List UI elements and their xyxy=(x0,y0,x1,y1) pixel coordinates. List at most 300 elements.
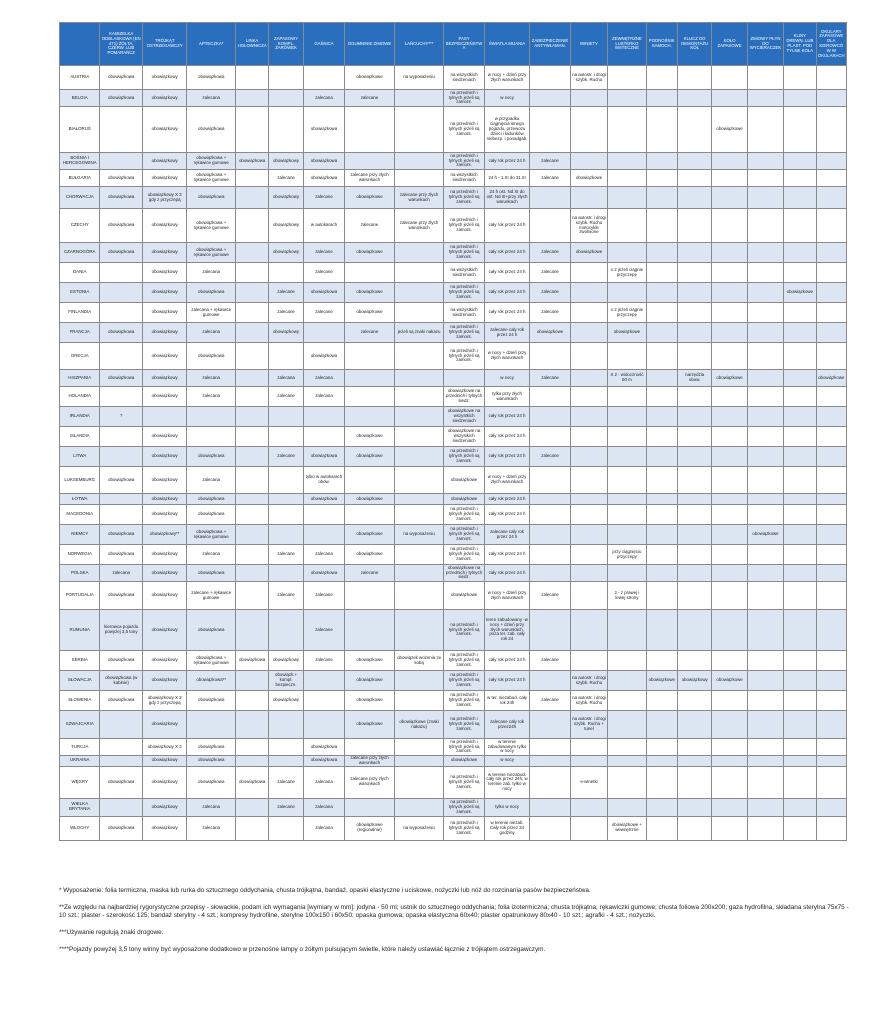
table-cell xyxy=(712,447,747,467)
table-cell: obowiązkowa** xyxy=(187,671,236,691)
table-cell: na przednich i tylnych jeżeli są zamont. xyxy=(444,739,484,756)
table-cell xyxy=(394,582,444,610)
table-cell xyxy=(235,447,268,467)
table-cell xyxy=(784,739,816,756)
table-cell xyxy=(816,387,846,407)
table-cell xyxy=(100,739,142,756)
table-cell: obowiązkowy xyxy=(142,545,187,565)
table-cell xyxy=(235,107,268,153)
country-cell: ŁOTWA xyxy=(60,494,100,505)
table-cell: jeżeli są znaki nakazu xyxy=(394,323,444,343)
table-row xyxy=(60,153,847,170)
table-cell: obowiązk.+ kompl. bezpieczn. xyxy=(269,671,303,691)
table-cell: zalecana xyxy=(303,545,344,565)
table-cell xyxy=(235,387,268,407)
country-cell: RUMUNIA xyxy=(60,610,100,651)
table-cell xyxy=(646,816,677,840)
table-cell xyxy=(530,610,570,651)
table-cell xyxy=(235,610,268,651)
table-cell: obowiązkowa xyxy=(187,691,236,711)
table-cell xyxy=(608,90,646,107)
table-cell: obowiązkowe (regionalnie) xyxy=(345,816,395,840)
table-cell xyxy=(570,494,607,505)
table-cell: zalecane xyxy=(530,582,570,610)
table-cell: w nocy xyxy=(484,370,530,387)
country-cell: HISZPANIA xyxy=(60,370,100,387)
table-cell xyxy=(712,323,747,343)
table-cell: zalecane xyxy=(345,90,395,107)
table-cell xyxy=(747,263,783,283)
table-cell xyxy=(646,545,677,565)
table-cell: obowiązkowa xyxy=(187,610,236,651)
table-cell xyxy=(608,525,646,545)
table-cell xyxy=(570,467,607,494)
country-cell: SZWAJCARIA xyxy=(60,711,100,739)
table-cell: obowiązkowe xyxy=(444,756,484,767)
table-cell: obowiązkowy xyxy=(142,505,187,525)
table-cell xyxy=(570,263,607,283)
table-cell: na przednich i tylnych jeżeli są zamont. xyxy=(444,187,484,209)
table-cell xyxy=(303,427,344,447)
table-cell xyxy=(235,303,268,323)
table-cell: obowiązkowa xyxy=(100,582,142,610)
table-cell xyxy=(677,209,711,243)
country-cell: SŁOWACJA xyxy=(60,671,100,691)
table-cell xyxy=(646,387,677,407)
table-cell xyxy=(784,343,816,370)
table-cell xyxy=(345,107,395,153)
table-cell xyxy=(646,505,677,525)
table-cell: X 2 - widoczność 50 m xyxy=(608,370,646,387)
table-cell: na wszystkich siedzeniach xyxy=(444,303,484,323)
table-cell xyxy=(646,766,677,798)
table-cell xyxy=(187,427,236,447)
table-cell xyxy=(608,691,646,711)
table-cell xyxy=(269,816,303,840)
table-cell xyxy=(747,323,783,343)
table-cell: zalecane xyxy=(530,370,570,387)
table-cell xyxy=(784,651,816,671)
table-cell xyxy=(816,691,846,711)
table-cell: obowiązkowe xyxy=(747,525,783,545)
table-row xyxy=(60,107,847,153)
table-row xyxy=(60,407,847,427)
table-cell xyxy=(784,671,816,691)
table-cell xyxy=(816,407,846,427)
table-cell xyxy=(100,107,142,153)
table-cell xyxy=(677,153,711,170)
table-cell: zalecane xyxy=(269,387,303,407)
table-cell xyxy=(646,582,677,610)
table-cell xyxy=(816,187,846,209)
table-cell xyxy=(530,816,570,840)
table-cell: obowiązkowa xyxy=(303,739,344,756)
table-cell xyxy=(747,90,783,107)
table-cell: obowiązkowa xyxy=(187,283,236,303)
table-cell xyxy=(747,494,783,505)
table-cell xyxy=(530,427,570,447)
table-row xyxy=(60,525,847,545)
requirements-table xyxy=(59,22,847,841)
table-cell: zalecane przy złych warunkach xyxy=(394,209,444,243)
table-cell xyxy=(570,505,607,525)
column-header: OKULARY ZAPASOWE DLA KIEROWCÓW W OKULARACH xyxy=(816,23,846,66)
table-row xyxy=(60,303,847,323)
table-cell xyxy=(712,407,747,427)
table-cell: obowiązkowy xyxy=(142,610,187,651)
table-cell xyxy=(747,467,783,494)
table-cell: obowiązkowa xyxy=(100,323,142,343)
footnotes xyxy=(59,887,849,962)
table-cell: na przednich i tylnych jeżeli są zamont. xyxy=(444,798,484,816)
table-cell xyxy=(394,170,444,187)
table-cell xyxy=(570,582,607,610)
table-cell: na przednich i tylnych jeżeli są zamont. xyxy=(444,90,484,107)
table-cell xyxy=(100,343,142,370)
table-cell xyxy=(530,756,570,767)
table-cell xyxy=(235,798,268,816)
table-cell xyxy=(677,303,711,323)
table-cell xyxy=(608,739,646,756)
table-cell: zalecane cały rok przez24h xyxy=(484,711,530,739)
footnote-2: **Ze względu na najbardziej rygorystyczne przepisy - słowackie, podam ich wymagania [wymiary w mm]: jodyna - 50 ml; ustnik do sztucznego oddychania; folia izotermiczna; chusta trójkątna; rękawiczki gumowe; chusta foliowa 200x200; gaza hydrofilna, składana sterylna 75x75 - 10 szt.; plaster - szerokość 125; bandaż sterylny - 4 szt.; kompresy hydrofilne, sterylne 100x150 i 60x50; opaska gumowa; opaska elastyczna 60x40; plaster opatrunkowy 80x40 - 10 szt.; agrafki - 4 szt.; nożyczki. xyxy=(59,903,849,920)
table-cell: obowiązkowa xyxy=(100,170,142,187)
table-row xyxy=(60,798,847,816)
table-cell xyxy=(235,505,268,525)
table-cell xyxy=(747,756,783,767)
table-cell xyxy=(570,565,607,582)
table-cell: obowiązkowa xyxy=(303,283,344,303)
table-cell xyxy=(747,209,783,243)
column-header: PODNOŚNIK SAMOCH. xyxy=(646,23,677,66)
country-cell: FINLANDIA xyxy=(60,303,100,323)
table-cell: 24 h - 1.XI do 31.III xyxy=(484,170,530,187)
table-cell xyxy=(646,170,677,187)
table-cell xyxy=(303,323,344,343)
table-cell: zalecana xyxy=(187,90,236,107)
table-cell: obowiązkowy xyxy=(142,798,187,816)
table-cell xyxy=(784,816,816,840)
table-header-row xyxy=(60,23,847,66)
table-cell: obowiązkowa + rękawice gumowe xyxy=(187,170,236,187)
table-cell xyxy=(530,798,570,816)
table-cell: na przednich i tylnych jeżeli są zamont. xyxy=(444,343,484,370)
table-cell xyxy=(608,283,646,303)
table-cell: zalecana xyxy=(187,798,236,816)
table-cell xyxy=(142,407,187,427)
table-cell: tylko przy złych warunkach xyxy=(484,387,530,407)
table-cell xyxy=(712,303,747,323)
table-cell: obowiązkowy xyxy=(142,467,187,494)
table-cell: obowiązkowy xyxy=(142,816,187,840)
table-cell xyxy=(100,303,142,323)
table-cell xyxy=(677,387,711,407)
table-cell: zalecane xyxy=(269,447,303,467)
table-cell xyxy=(712,243,747,263)
table-cell: zalecane xyxy=(530,243,570,263)
table-cell: obowiązkowa xyxy=(187,494,236,505)
table-row xyxy=(60,323,847,343)
table-cell xyxy=(303,691,344,711)
country-cell: POLSKA xyxy=(60,565,100,582)
table-cell xyxy=(394,243,444,263)
table-cell: w nocy + dzień przy złych warunkach xyxy=(484,343,530,370)
table-cell xyxy=(570,798,607,816)
table-cell xyxy=(444,370,484,387)
table-cell xyxy=(712,263,747,283)
table-row xyxy=(60,447,847,467)
table-cell: obowiązkowy xyxy=(142,447,187,467)
table-cell xyxy=(747,651,783,671)
table-cell: obowiązkowa xyxy=(100,370,142,387)
table-cell: obowiązkowe xyxy=(345,243,395,263)
table-cell xyxy=(646,407,677,427)
country-cell: CZARNOGÓRA xyxy=(60,243,100,263)
table-cell xyxy=(784,494,816,505)
table-cell xyxy=(712,565,747,582)
table-cell xyxy=(747,243,783,263)
table-cell: obowiązkowe xyxy=(345,303,395,323)
table-cell: obowiązkowa xyxy=(187,107,236,153)
table-cell: obowiązkowa xyxy=(100,209,142,243)
country-cell: DANIA xyxy=(60,263,100,283)
table-cell xyxy=(608,766,646,798)
table-cell: przy ciągnięciu przyczepy xyxy=(608,545,646,565)
table-cell xyxy=(394,153,444,170)
table-cell: obowiązkowe xyxy=(444,582,484,610)
table-cell xyxy=(570,816,607,840)
table-cell: zalecane xyxy=(530,651,570,671)
column-header: PASY BEZPIECZEŃSTWA xyxy=(444,23,484,66)
table-cell xyxy=(530,739,570,756)
table-cell xyxy=(712,610,747,651)
table-cell xyxy=(235,283,268,303)
table-row xyxy=(60,582,847,610)
table-cell: obowiązkowe xyxy=(570,170,607,187)
table-row xyxy=(60,756,847,767)
table-cell: zalecana xyxy=(187,263,236,283)
table-cell: obowiązkowe na przednich i tylnych siedz. xyxy=(444,387,484,407)
table-cell xyxy=(100,427,142,447)
table-cell xyxy=(100,711,142,739)
table-cell xyxy=(608,671,646,691)
table-cell: zalecane xyxy=(303,187,344,209)
table-cell xyxy=(235,209,268,243)
table-cell: obowiązkowe xyxy=(345,711,395,739)
table-cell xyxy=(345,387,395,407)
table-cell xyxy=(345,610,395,651)
table-cell xyxy=(784,303,816,323)
table-cell xyxy=(608,711,646,739)
table-cell xyxy=(608,407,646,427)
table-cell xyxy=(235,427,268,447)
table-cell: obowiązkowy X 2 gdy z przyczepą xyxy=(142,691,187,711)
table-cell xyxy=(570,387,607,407)
table-cell: obowiązkowe xyxy=(712,370,747,387)
table-cell: na przednich i tylnych jeżeli są zamont. xyxy=(444,153,484,170)
table-cell xyxy=(530,107,570,153)
table-cell xyxy=(677,323,711,343)
table-cell: cały rok przez 24 h xyxy=(484,651,530,671)
table-cell: obowiązkowy X 2 gdy z przyczepą xyxy=(142,187,187,209)
table-cell xyxy=(784,505,816,525)
table-cell xyxy=(646,798,677,816)
table-cell: x 2 jeżeli ciągnie przyczepę xyxy=(608,303,646,323)
table-cell: obowiązkowe xyxy=(345,283,395,303)
table-cell xyxy=(816,816,846,840)
table-cell xyxy=(646,209,677,243)
table-cell xyxy=(816,303,846,323)
table-cell xyxy=(677,343,711,370)
table-cell xyxy=(530,187,570,209)
country-cell: NORWEGIA xyxy=(60,545,100,565)
table-cell: obowiązkowe xyxy=(345,525,395,545)
country-cell: CZECHY xyxy=(60,209,100,243)
table-cell xyxy=(530,467,570,494)
table-cell xyxy=(646,525,677,545)
table-cell xyxy=(303,711,344,739)
table-cell: obowiązkowy xyxy=(142,243,187,263)
table-cell xyxy=(747,187,783,209)
table-cell xyxy=(747,303,783,323)
footnote-1: * Wyposażenie: folia termiczna, maska lub rurka do sztucznego oddychania, chusta trójkątna, bandaż, opaski elastyczne i uciskowe, nożyczki lub nóż do rozcinania pasów bezpieczeństwa. xyxy=(59,887,591,894)
table-cell xyxy=(677,243,711,263)
column-header: ZIMOWY PŁYN DO WYCIERACZEK xyxy=(747,23,783,66)
table-cell xyxy=(269,407,303,427)
table-cell xyxy=(394,90,444,107)
column-header: ZAPASOWY KOMPL. ŻARÓWEK xyxy=(269,23,303,66)
table-cell xyxy=(570,370,607,387)
table-cell xyxy=(646,610,677,651)
table-cell xyxy=(816,494,846,505)
table-cell: zalecane xyxy=(530,283,570,303)
table-cell xyxy=(816,766,846,798)
table-row xyxy=(60,651,847,671)
table-cell: ? xyxy=(100,407,142,427)
table-cell: obowiązkowy xyxy=(677,671,711,691)
table-cell xyxy=(394,370,444,387)
table-cell: obowiązkowy xyxy=(142,170,187,187)
table-cell xyxy=(235,525,268,545)
table-cell: obowiązkowe + wewnętrzne xyxy=(608,816,646,840)
table-cell xyxy=(646,494,677,505)
table-cell: obowiązkowa + rękawice gumowe xyxy=(187,651,236,671)
table-cell: zalecana xyxy=(187,323,236,343)
table-cell: zalecana + rękawice gumowe xyxy=(187,303,236,323)
table-cell xyxy=(303,505,344,525)
table-cell: obowiązkowa xyxy=(100,766,142,798)
table-cell: w ter. niezabud. cały rok 24h xyxy=(484,691,530,711)
table-cell: zalecane przy złych warunkach xyxy=(345,766,395,798)
table-cell: na przednich i tylnych jeżeli są zamont. xyxy=(444,323,484,343)
table-cell xyxy=(784,766,816,798)
table-cell xyxy=(677,66,711,90)
table-cell xyxy=(394,283,444,303)
table-cell xyxy=(747,153,783,170)
table-cell xyxy=(784,153,816,170)
table-cell: narzędzia obow. xyxy=(677,370,711,387)
table-row xyxy=(60,187,847,209)
table-cell xyxy=(187,711,236,739)
table-cell: w nocy + dzień przy złych warunkach xyxy=(484,467,530,494)
table-row xyxy=(60,816,847,840)
column-header: APTECZKA* xyxy=(187,23,236,66)
table-cell xyxy=(816,209,846,243)
table-cell xyxy=(747,766,783,798)
table-cell: obowiązkowy xyxy=(142,343,187,370)
table-cell xyxy=(235,90,268,107)
table-row xyxy=(60,739,847,756)
table-cell xyxy=(570,407,607,427)
table-cell xyxy=(570,323,607,343)
table-cell: na autostr. i drogi szybk. Ruchu xyxy=(570,691,607,711)
table-cell: obowiązkowy xyxy=(142,756,187,767)
table-cell xyxy=(646,283,677,303)
table-cell xyxy=(235,582,268,610)
table-cell: obowiązkowa xyxy=(100,651,142,671)
table-row xyxy=(60,66,847,90)
table-cell xyxy=(269,739,303,756)
table-cell xyxy=(394,756,444,767)
table-cell xyxy=(570,651,607,671)
country-cell: UKRAINA xyxy=(60,756,100,767)
table-cell xyxy=(712,209,747,243)
table-cell: na autostr. i drogi szybk. Ruchu + tunel xyxy=(570,711,607,739)
table-cell: zalecane xyxy=(269,545,303,565)
table-cell xyxy=(816,323,846,343)
table-cell: obowiązkowe xyxy=(570,243,607,263)
table-cell xyxy=(345,370,395,387)
table-cell xyxy=(608,651,646,671)
table-cell xyxy=(570,525,607,545)
table-cell: w nocy + dzień przy złych warunkach xyxy=(484,66,530,90)
table-cell xyxy=(816,651,846,671)
table-cell xyxy=(784,565,816,582)
table-cell: zalecana xyxy=(269,370,303,387)
table-cell: obowiązkowe xyxy=(444,494,484,505)
table-cell xyxy=(747,582,783,610)
table-cell xyxy=(677,766,711,798)
table-cell xyxy=(646,370,677,387)
table-cell: cały rok przez 24 h xyxy=(484,505,530,525)
country-cell: MACEDONIA xyxy=(60,505,100,525)
table-cell xyxy=(269,565,303,582)
table-cell: 24 h ost. Nd XI do ost. Nd III+przy złych warunkach xyxy=(484,187,530,209)
table-cell xyxy=(646,90,677,107)
table-row xyxy=(60,467,847,494)
table-cell xyxy=(570,610,607,651)
table-row xyxy=(60,243,847,263)
table-row xyxy=(60,283,847,303)
table-cell: zalecana xyxy=(303,798,344,816)
table-cell xyxy=(646,107,677,153)
table-cell xyxy=(269,494,303,505)
country-cell: PORTUGALIA xyxy=(60,582,100,610)
table-cell: obowiązkowe xyxy=(345,66,395,90)
table-cell xyxy=(816,467,846,494)
country-cell: WĘGRY xyxy=(60,766,100,798)
table-cell: obowiązkowa xyxy=(187,187,236,209)
table-cell xyxy=(394,263,444,283)
table-cell xyxy=(646,66,677,90)
table-cell xyxy=(747,798,783,816)
table-cell xyxy=(784,711,816,739)
table-cell xyxy=(712,691,747,711)
table-body xyxy=(60,66,847,841)
table-cell: obowiązkowe xyxy=(444,467,484,494)
table-cell xyxy=(235,816,268,840)
table-cell: obowiązkowy xyxy=(142,766,187,798)
